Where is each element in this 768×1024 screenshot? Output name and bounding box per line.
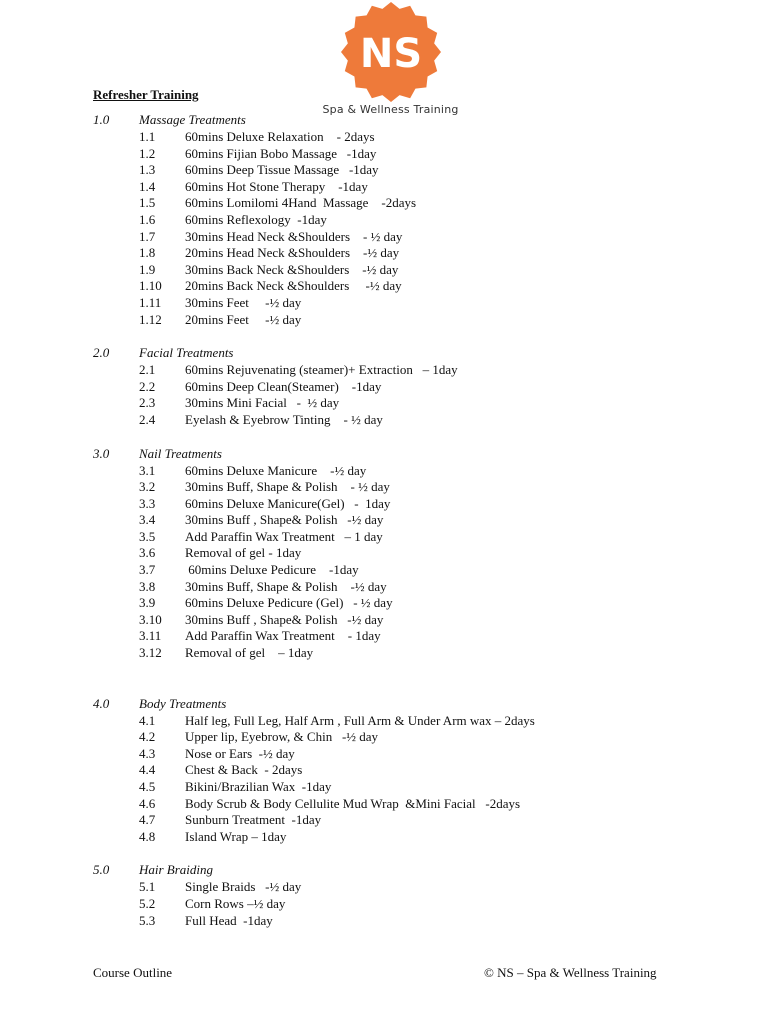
item-text: Nose or Ears -½ day	[185, 745, 295, 761]
item-text: 30mins Feet -½ day	[185, 294, 302, 310]
item-number: 2.2	[139, 378, 156, 394]
item-number: 3.10	[139, 611, 162, 627]
item-text: 60mins Deluxe Manicure -½ day	[185, 462, 367, 478]
item-text: 60mins Deep Clean(Steamer) -1day	[185, 378, 382, 394]
list-item	[0, 212, 768, 229]
item-number: 1.4	[139, 178, 156, 194]
list-item	[0, 645, 768, 662]
list-item	[0, 262, 768, 279]
list-item	[0, 496, 768, 513]
item-text: 60mins Rejuvenating (steamer)+ Extraction – 1day	[185, 362, 458, 378]
section-title: Facial Treatments	[139, 345, 234, 361]
item-number: 1.2	[139, 145, 156, 161]
item-text: Sunburn Treatment -1day	[185, 812, 322, 828]
list-item	[0, 362, 768, 379]
list-item	[0, 229, 768, 246]
item-text: 60mins Deluxe Manicure(Gel) - 1day	[185, 495, 391, 511]
item-number: 4.1	[139, 712, 156, 728]
item-text: Add Paraffin Wax Treatment - 1day	[185, 628, 381, 644]
item-text: Body Scrub & Body Cellulite Mud Wrap &Mini Facial -2days	[185, 795, 521, 811]
list-item	[0, 179, 768, 196]
item-text: 20mins Head Neck &Shoulders -½ day	[185, 245, 400, 261]
item-text: 30mins Buff, Shape & Polish -½ day	[185, 578, 387, 594]
section-heading	[0, 345, 768, 362]
item-number: 4.5	[139, 779, 156, 794]
section	[0, 345, 768, 428]
section-number: 5.0	[93, 862, 110, 878]
list-item	[0, 612, 768, 629]
section-heading	[0, 446, 768, 463]
list-item	[0, 545, 768, 562]
item-text: 30mins Head Neck &Shoulders - ½ day	[185, 228, 403, 244]
item-number: 1.6	[139, 211, 156, 227]
list-item	[0, 395, 768, 412]
list-item	[0, 913, 768, 930]
section-title: Body Treatments	[139, 695, 227, 711]
ns-badge-icon	[337, 2, 445, 102]
section-heading	[0, 112, 768, 129]
footer-left: Course Outline	[93, 965, 173, 980]
item-number: 4.6	[139, 795, 156, 811]
logo-letters: NS	[359, 31, 423, 77]
item-text: Removal of gel – 1day	[185, 645, 314, 661]
course-outline	[0, 112, 768, 929]
item-number: 1.1	[139, 129, 156, 144]
item-text: 30mins Buff, Shape & Polish - ½ day	[185, 479, 390, 495]
item-text: 30mins Buff , Shape& Polish -½ day	[185, 611, 384, 627]
list-item	[0, 812, 768, 829]
item-number: 5.3	[139, 912, 156, 928]
item-text: 30mins Mini Facial - ½ day	[185, 395, 340, 411]
item-text: Bikini/Brazilian Wax -1day	[185, 779, 332, 794]
footer-right: © NS – Spa & Wellness Training	[484, 965, 657, 980]
item-text: 20mins Feet -½ day	[185, 311, 302, 327]
section-heading	[0, 862, 768, 879]
section-title: Nail Treatments	[139, 445, 222, 461]
item-text: 60mins Hot Stone Therapy -1day	[185, 178, 368, 194]
item-text: Corn Rows –½ day	[185, 895, 286, 911]
item-number: 3.8	[139, 578, 156, 594]
section-number: 2.0	[93, 345, 110, 361]
item-text: 30mins Back Neck &Shoulders -½ day	[185, 261, 399, 277]
section	[0, 112, 768, 328]
item-text: 60mins Deluxe Relaxation - 2days	[185, 129, 375, 144]
list-item	[0, 479, 768, 496]
item-text: Full Head -1day	[185, 912, 273, 928]
list-item	[0, 295, 768, 312]
item-text: 60mins Lomilomi 4Hand Massage -2days	[185, 195, 417, 211]
list-item	[0, 278, 768, 295]
item-number: 1.3	[139, 162, 156, 178]
section-heading	[0, 696, 768, 713]
list-item	[0, 595, 768, 612]
list-item	[0, 713, 768, 730]
item-text: Eyelash & Eyebrow Tinting - ½ day	[185, 411, 383, 427]
item-text: Upper lip, Eyebrow, & Chin -½ day	[185, 729, 379, 745]
item-number: 1.10	[139, 278, 162, 294]
section	[0, 446, 768, 662]
list-item	[0, 829, 768, 846]
list-item	[0, 879, 768, 896]
item-number: 3.6	[139, 545, 156, 561]
section	[0, 862, 768, 929]
item-number: 1.5	[139, 195, 156, 211]
list-item	[0, 529, 768, 546]
item-text: Chest & Back - 2days	[185, 762, 303, 778]
item-number: 3.11	[139, 628, 162, 644]
item-text: 30mins Buff , Shape& Polish -½ day	[185, 512, 384, 528]
item-number: 3.3	[139, 495, 156, 511]
item-text: 60mins Reflexology -1day	[185, 211, 327, 227]
item-number: 3.12	[139, 645, 162, 661]
list-item	[0, 195, 768, 212]
list-item	[0, 762, 768, 779]
list-item	[0, 146, 768, 163]
item-number: 3.4	[139, 512, 156, 528]
list-item	[0, 729, 768, 746]
list-item	[0, 579, 768, 596]
list-item	[0, 312, 768, 329]
item-number: 4.8	[139, 828, 156, 844]
list-item	[0, 628, 768, 645]
section-number: 3.0	[93, 445, 110, 461]
item-number: 1.8	[139, 245, 156, 261]
item-number: 4.2	[139, 729, 156, 745]
item-number: 2.4	[139, 411, 156, 427]
list-item	[0, 779, 768, 796]
item-number: 4.3	[139, 745, 156, 761]
item-number: 4.4	[139, 762, 156, 778]
item-number: 3.9	[139, 595, 156, 611]
item-number: 1.11	[139, 294, 162, 310]
list-item	[0, 129, 768, 146]
item-text: 60mins Fijian Bobo Massage -1day	[185, 145, 377, 161]
list-item	[0, 796, 768, 813]
item-number: 1.12	[139, 311, 162, 327]
item-number: 5.2	[139, 895, 156, 911]
item-text: Half leg, Full Leg, Half Arm , Full Arm & Under Arm wax – 2days	[185, 712, 535, 728]
list-item	[0, 412, 768, 429]
list-item	[0, 746, 768, 763]
item-text: Island Wrap – 1day	[185, 828, 287, 844]
section-number: 4.0	[93, 695, 110, 711]
list-item	[0, 379, 768, 396]
item-number: 3.7	[139, 562, 156, 578]
item-text: 60mins Deluxe Pedicure (Gel) - ½ day	[185, 595, 393, 611]
list-item	[0, 512, 768, 529]
item-text: Add Paraffin Wax Treatment – 1 day	[185, 528, 383, 544]
item-number: 3.1	[139, 462, 156, 478]
list-item	[0, 245, 768, 262]
item-number: 3.2	[139, 479, 156, 495]
page-title: Refresher Training	[93, 87, 199, 102]
list-item	[0, 896, 768, 913]
list-item	[0, 162, 768, 179]
item-text: 60mins Deluxe Pedicure -1day	[185, 562, 359, 578]
section-title: Massage Treatments	[139, 112, 246, 127]
item-number: 5.1	[139, 879, 156, 895]
item-number: 1.7	[139, 228, 156, 244]
section-number: 1.0	[93, 112, 110, 127]
logo-caption: Spa & Wellness Training	[322, 103, 459, 116]
ns-logo	[337, 2, 445, 102]
item-number: 1.9	[139, 261, 156, 277]
item-text: 60mins Deep Tissue Massage -1day	[185, 162, 379, 178]
item-text: Single Braids -½ day	[185, 879, 302, 895]
item-number: 3.5	[139, 528, 156, 544]
section-title: Hair Braiding	[139, 862, 214, 878]
section	[0, 696, 768, 846]
item-number: 2.1	[139, 362, 156, 378]
list-item	[0, 463, 768, 480]
item-number: 2.3	[139, 395, 156, 411]
item-text: Removal of gel - 1day	[185, 545, 302, 561]
item-text: 20mins Back Neck &Shoulders -½ day	[185, 278, 402, 294]
list-item	[0, 562, 768, 579]
item-number: 4.7	[139, 812, 156, 828]
